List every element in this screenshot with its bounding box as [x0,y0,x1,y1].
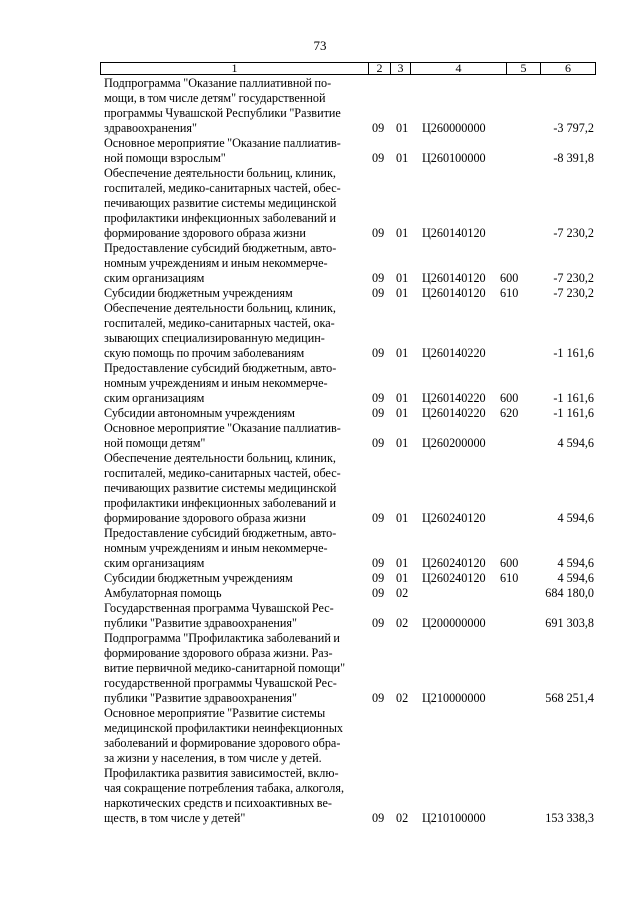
row-name-line: программы Чувашской Республики "Развитие [104,106,341,120]
row-name-line: Основное мероприятие "Оказание паллиатив- [104,136,341,150]
row-c5: 620 [500,406,519,420]
row-name-line: госпиталей, медико-санитарных частей, обес- [104,466,341,480]
row-name [104,421,366,451]
row-c4: Ц260240120 [422,571,486,585]
row-c4: Ц260140120 [422,286,486,300]
row-c3: 01 [396,151,409,165]
table-row [104,526,594,571]
row-c4: Ц260200000 [422,436,486,450]
row-name-line: номным учреждениям и иным некоммерче- [104,376,328,390]
row-c2: 09 [372,151,385,165]
row-c4: Ц260000000 [422,121,486,135]
row-name-line: номным учреждениям и иным некоммерче- [104,256,328,270]
table-body [104,76,594,826]
row-c2: 09 [372,811,385,825]
row-name-line: ским организациям [104,556,205,570]
row-name-line: Амбулаторная помощь [104,586,222,600]
row-c4: Ц260140220 [422,391,486,405]
row-name-line: Предоставление субсидий бюджетным, авто- [104,241,337,255]
row-name-line: профилактики инфекционных заболеваний и [104,496,336,510]
row-c3: 01 [396,286,409,300]
row-name [104,601,366,631]
row-name-line: печивающих развитие системы медицинской [104,481,337,495]
row-c3: 01 [396,511,409,525]
row-c2: 09 [372,406,385,420]
row-c6: -3 797,2 [553,121,594,135]
row-c2: 09 [372,226,385,240]
row-c5: 610 [500,571,519,585]
row-c2: 09 [372,391,385,405]
row-name-line: публики "Развитие здравоохранения" [104,616,298,630]
row-name-line: витие первичной медико-санитарной помощи" [104,661,346,675]
row-name-line: мощи, в том числе детям" государственной [104,91,326,105]
row-c5: 600 [500,391,519,405]
row-c5: 600 [500,271,519,285]
table-row [104,136,594,166]
row-name [104,571,366,586]
row-name-line: профилактики инфекционных заболеваний и [104,211,336,225]
row-c2: 09 [372,271,385,285]
row-name [104,301,366,361]
row-name-line: Субсидии бюджетным учреждениям [104,571,293,585]
row-name-line: зывающих специализированную медицин- [104,331,325,345]
row-name-line: ной помощи детям" [104,436,206,450]
row-name [104,526,366,571]
header-col-4: 4 [411,63,507,74]
row-name-line: за жизни у населения, в том числе у детей. [104,751,322,765]
row-c6: -7 230,2 [553,286,594,300]
table-row [104,301,594,361]
row-name-line: формирование здорового образа жизни [104,226,306,240]
table-row [104,166,594,241]
row-name [104,166,366,241]
row-name [104,361,366,406]
row-name-line: ществ, в том числе у детей" [104,811,246,825]
row-name [104,406,366,421]
row-c5: 600 [500,556,519,570]
row-c3: 02 [396,811,409,825]
row-name [104,76,366,136]
row-c2: 09 [372,586,385,600]
row-name [104,631,366,706]
row-c6: 4 594,6 [557,511,594,525]
table-row [104,706,594,826]
row-c4: Ц260100000 [422,151,486,165]
row-name-line: государственной программы Чувашской Рес- [104,676,337,690]
row-c2: 09 [372,346,385,360]
row-c6: -8 391,8 [553,151,594,165]
header-col-5: 5 [507,63,541,74]
row-c3: 01 [396,436,409,450]
row-c3: 01 [396,406,409,420]
row-c4: Ц260240120 [422,511,486,525]
row-c2: 09 [372,436,385,450]
table-row [104,421,594,451]
table-row [104,241,594,286]
table-row [104,601,594,631]
row-c2: 09 [372,511,385,525]
row-c6: 4 594,6 [557,571,594,585]
row-name-line: Профилактика развития зависимостей, вклю- [104,766,339,780]
row-c3: 01 [396,271,409,285]
row-name-line: госпиталей, медико-санитарных частей, обес- [104,181,341,195]
table-header [100,62,596,75]
row-name-line: публики "Развитие здравоохранения" [104,691,298,705]
row-c6: -1 161,6 [553,406,594,420]
row-name-line: ским организациям [104,271,205,285]
row-name-line: чая сокращение потребления табака, алкоголя, [104,781,345,795]
row-name-line: ским организациям [104,391,205,405]
row-c3: 01 [396,571,409,585]
row-c6: 691 303,8 [545,616,594,630]
row-name-line: здравоохранения" [104,121,198,135]
row-name-line: наркотических средств и психоактивных ве- [104,796,332,810]
header-col-2: 2 [369,63,391,74]
row-name-line: формирование здорового образа жизни. Раз- [104,646,333,660]
row-c3: 02 [396,616,409,630]
row-c3: 01 [396,226,409,240]
row-name-line: ной помощи взрослым" [104,151,226,165]
table-row [104,361,594,406]
row-c4: Ц210000000 [422,691,486,705]
row-c4: Ц210100000 [422,811,486,825]
header-col-1: 1 [101,63,369,74]
row-name [104,286,366,301]
table-row [104,406,594,421]
row-c6: 568 251,4 [545,691,594,705]
row-c2: 09 [372,286,385,300]
page-number: 73 [313,38,327,53]
row-name [104,586,366,601]
row-name-line: Обеспечение деятельности больниц, клиник, [104,451,336,465]
row-c6: 4 594,6 [557,556,594,570]
row-c6: 684 180,0 [545,586,594,600]
row-c4: Ц260140220 [422,406,486,420]
row-name-line: Субсидии бюджетным учреждениям [104,286,293,300]
row-name [104,136,366,166]
row-c2: 09 [372,571,385,585]
row-c3: 01 [396,391,409,405]
table-row [104,76,594,136]
row-c6: -7 230,2 [553,226,594,240]
header-col-3: 3 [391,63,411,74]
row-name-line: заболеваний и формирование здорового обра- [104,736,341,750]
row-c4: Ц260140220 [422,346,486,360]
row-name-line: Обеспечение деятельности больниц, клиник, [104,301,336,315]
row-c3: 01 [396,121,409,135]
row-name-line: Предоставление субсидий бюджетным, авто- [104,361,337,375]
row-c6: -1 161,6 [553,391,594,405]
row-c4: Ц260140120 [422,226,486,240]
table-row [104,286,594,301]
row-c6: 4 594,6 [557,436,594,450]
row-c2: 09 [372,556,385,570]
row-name [104,706,366,826]
table-row [104,586,594,601]
row-c2: 09 [372,691,385,705]
row-name-line: печивающих развитие системы медицинской [104,196,337,210]
row-name-line: Подпрограмма "Профилактика заболеваний и [104,631,340,645]
row-name-line: госпиталей, медико-санитарных частей, ока- [104,316,335,330]
row-c6: -7 230,2 [553,271,594,285]
row-c3: 01 [396,556,409,570]
row-name-line: формирование здорового образа жизни [104,511,306,525]
row-c4: Ц260140120 [422,271,486,285]
table-row [104,571,594,586]
row-name [104,451,366,526]
row-c3: 01 [396,346,409,360]
row-c2: 09 [372,616,385,630]
row-name-line: Основное мероприятие "Оказание паллиатив- [104,421,341,435]
row-c4: Ц260240120 [422,556,486,570]
table-row [104,631,594,706]
row-c5: 610 [500,286,519,300]
row-c2: 09 [372,121,385,135]
row-name-line: Подпрограмма "Оказание паллиативной по- [104,76,332,90]
row-name [104,241,366,286]
row-name-line: медицинской профилактики неинфекционных [104,721,344,735]
row-name-line: Субсидии автономным учреждениям [104,406,295,420]
row-name-line: номным учреждениям и иным некоммерче- [104,541,328,555]
row-name-line: Основное мероприятие "Развитие системы [104,706,326,720]
row-c3: 02 [396,586,409,600]
row-c3: 02 [396,691,409,705]
row-name-line: Предоставление субсидий бюджетным, авто- [104,526,337,540]
row-c6: -1 161,6 [553,346,594,360]
row-c6: 153 338,3 [545,811,594,825]
row-name-line: Обеспечение деятельности больниц, клиник, [104,166,336,180]
row-name-line: скую помощь по прочим заболеваниям [104,346,305,360]
table-row [104,451,594,526]
row-c4: Ц200000000 [422,616,486,630]
header-col-6: 6 [565,61,571,75]
row-name-line: Государственная программа Чувашской Рес- [104,601,334,615]
